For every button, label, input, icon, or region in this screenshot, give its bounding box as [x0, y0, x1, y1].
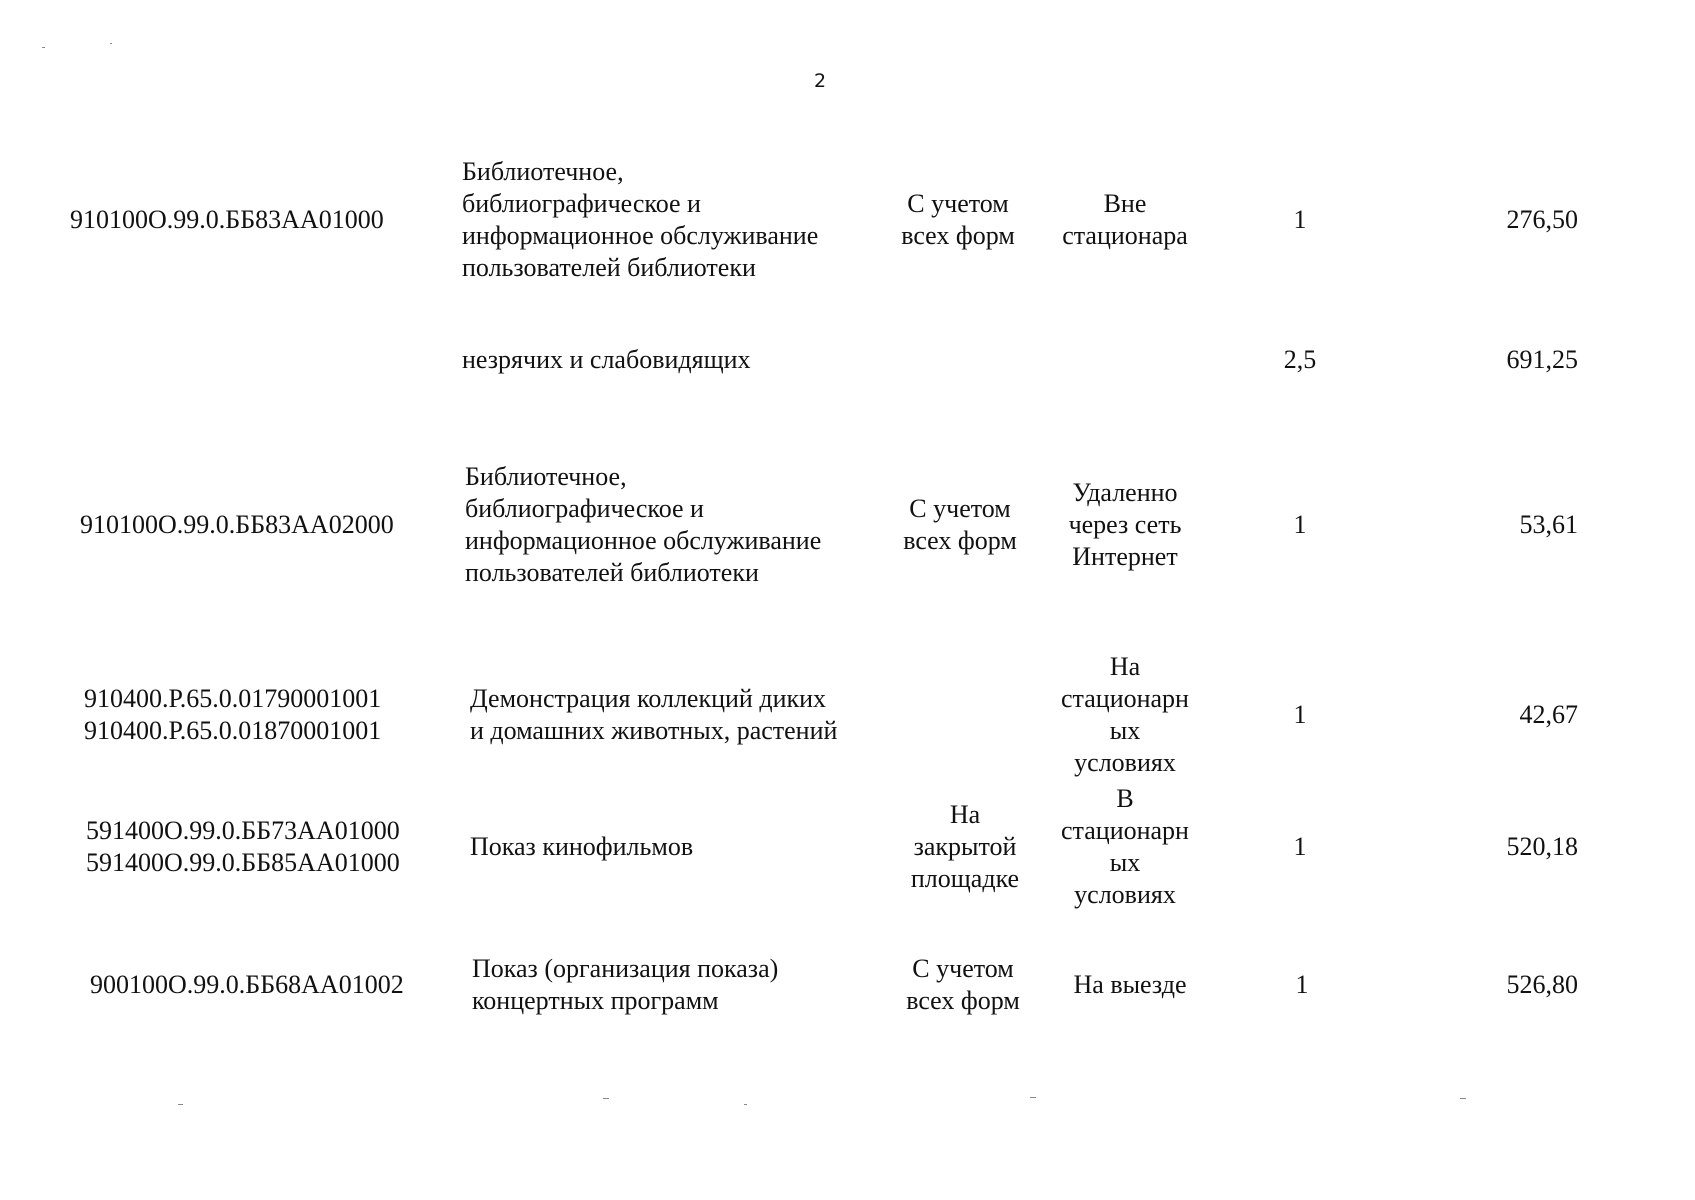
table-row [0, 340, 1695, 380]
coefficient: 1 [1293, 510, 1307, 539]
service-code: 900100О.99.0.ББ68АА01002 [90, 970, 404, 999]
service-condition: На стационарн ых условиях [1061, 652, 1189, 777]
service-condition: В стационарн ых условиях [1061, 784, 1189, 909]
service-form: С учетом всех форм [901, 189, 1015, 250]
coefficient: 1 [1293, 700, 1307, 729]
amount: 42,67 [1519, 700, 1578, 729]
service-code: 910100О.99.0.ББ83АА01000 [70, 205, 384, 234]
service-name: Показ кинофильмов [470, 832, 694, 861]
service-name: Библиотечное, библиографическое и информационное обслуживание пользователей библиотеки [462, 157, 819, 282]
amount: 276,50 [1506, 205, 1578, 234]
amount: 691,25 [1506, 345, 1578, 374]
service-code: 910400.Р.65.0.01790001001 910400.Р.65.0.01870001001 [84, 684, 382, 745]
service-code: 910100О.99.0.ББ83АА02000 [80, 510, 394, 539]
service-condition: На выезде [1073, 970, 1187, 999]
service-code: 591400О.99.0.ББ73АА01000 591400О.99.0.ББ85АА01000 [86, 816, 400, 877]
page-number: 2 [813, 70, 827, 92]
amount: 53,61 [1519, 510, 1578, 539]
table-row [0, 782, 1695, 912]
service-condition: Вне стационара [1062, 189, 1188, 250]
coefficient: 2,5 [1283, 345, 1317, 374]
service-condition: Удаленно через сеть Интернет [1068, 478, 1182, 571]
table-row [0, 150, 1695, 290]
service-name: Библиотечное, библиографическое и информационное обслуживание пользователей библиотеки [465, 462, 822, 587]
service-name: Демонстрация коллекций диких и домашних животных, растений [470, 684, 838, 745]
table-row [0, 460, 1695, 590]
service-form: На закрытой площадке [910, 800, 1020, 893]
service-name: Показ (организация показа) концертных программ [472, 954, 779, 1015]
service-form: С учетом всех форм [903, 494, 1017, 555]
coefficient: 1 [1293, 205, 1307, 234]
service-form: С учетом всех форм [906, 954, 1020, 1015]
coefficient: 1 [1295, 970, 1309, 999]
table-row [0, 650, 1695, 780]
amount: 526,80 [1506, 970, 1578, 999]
coefficient: 1 [1293, 832, 1307, 861]
amount: 520,18 [1506, 832, 1578, 861]
table-row [0, 950, 1695, 1020]
service-name: незрячих и слабовидящих [462, 345, 751, 374]
